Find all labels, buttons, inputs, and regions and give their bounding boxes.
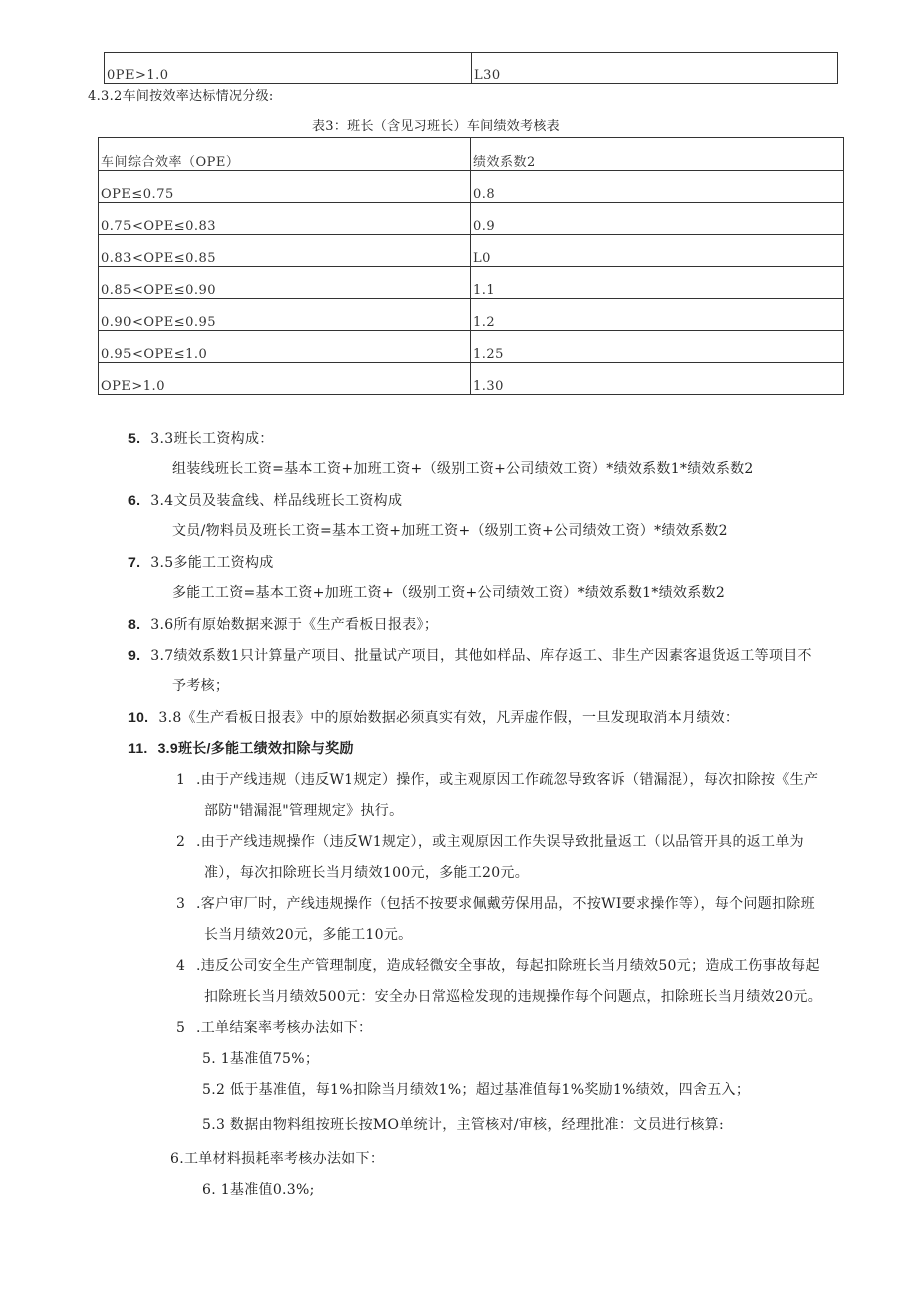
rule-item: 6.工单材料损耗率考核办法如下： [170,1151,385,1167]
header-ope: 车间综合效率（OPE） [99,138,471,171]
coef-cell: 1.30 [471,363,844,395]
table-row [99,203,844,235]
subrule: 5.2 低于基准值，每1%扣除当月绩效1%；超过基准值每1%奖励1%绩效，四舍五入； [202,1082,751,1098]
ope-cell: 0.95<OPE≤1.0 [99,331,471,363]
table-row [99,331,844,363]
table-row [99,235,844,267]
list-subline: 文员/物料员及班长工资=基本工资+加班工资+（级别工资+公司绩效工资）*绩效系数2 [172,523,728,539]
subrule: 5.3 数据由物料组按班长按MO单统计，主管核对/审核，经理批准：文员进行核算: [202,1117,724,1133]
rule-text: .由于产线违规（违反W1规定）操作，或主观原因工作疏忽导致客诉（错漏混），每次扣除按《生产 [196,772,819,788]
ope-cell: 0.85<OPE≤0.90 [99,267,471,299]
section-heading-432: 4.3.2车间按效率达标情况分级: [88,89,274,104]
rule-text: .客户审厂时，产线违规操作（包括不按要求佩戴劳保用品，不按WI要求操作等），每个问题扣除班 [196,896,815,912]
list-continuation: 予考核； [172,678,230,694]
list-text: 3.3班长工资构成： [150,431,274,447]
table-header-row [99,138,844,171]
list-item [128,614,438,635]
rule-item [176,956,820,976]
list-number: 6. [128,492,141,508]
rule-continuation: 长当月绩效20元，多能工10元。 [204,927,413,943]
list-text: 3.6所有原始数据来源于《生产看板日报表》； [150,617,439,633]
list-item [128,428,274,449]
table-row [99,267,844,299]
rule-number: 4 [176,958,186,974]
list-number: 9. [128,647,141,663]
list-item [128,707,739,728]
performance-table [98,137,844,395]
subrule: 6. 1基准值0.3%; [202,1182,315,1198]
coef-cell: 1.2 [471,299,844,331]
table-row [99,299,844,331]
top-table [104,52,838,84]
table-row [105,53,838,84]
table-row [99,171,844,203]
coef-cell: 0.9 [471,203,844,235]
rule-item [176,1018,372,1038]
rule-continuation: 部防"错漏混"管理规定》执行。 [204,803,404,819]
table-row [99,363,844,395]
rule-number: 2 [176,834,186,850]
rule-number: 3 [176,896,186,912]
ope-cell: 0.90<OPE≤0.95 [99,299,471,331]
list-subline: 多能工工资=基本工资+加班工资+（级别工资+公司绩效工资）*绩效系数1*绩效系数2 [172,585,726,601]
list-text: 3.5多能工工资构成 [150,555,274,571]
rule-item [176,832,804,852]
list-number: 5. [128,430,141,446]
list-number: 7. [128,554,141,570]
list-text: 3.8《生产看板日报表》中的原始数据必须真实有效，凡弄虚作假，一旦发现取消本月绩效： [158,710,740,726]
list-text: 3.4文员及装盒线、样品线班长工资构成 [150,493,403,509]
list-number: 10. [128,709,149,725]
rule-number: 1 [176,772,186,788]
rule-text: .工单结案率考核办法如下： [196,1020,373,1036]
coef-cell: L30 [472,53,838,84]
coef-cell: 1.1 [471,267,844,299]
list-number: 8. [128,616,141,632]
rule-item [176,894,815,914]
rule-text: .由于产线违规操作（违反W1规定），或主观原因工作失误导致批量返工（以品管开具的返工单为 [196,834,804,850]
ope-cell: 0.83<OPE≤0.85 [99,235,471,267]
list-item [128,552,274,573]
coef-cell: L0 [471,235,844,267]
coef-cell: 0.8 [471,171,844,203]
list-number: 11. [128,740,148,756]
ope-cell: OPE≤0.75 [99,171,471,203]
list-text: 3.9班长/多能工绩效扣除与奖励 [157,740,354,756]
ope-cell: 0.75<OPE≤0.83 [99,203,471,235]
rule-number: 5 [176,1020,186,1036]
rule-continuation: 扣除班长当月绩效500元：安全办日常巡检发现的违规操作每个问题点，扣除班长当月绩效20元。 [204,989,823,1005]
ope-cell: OPE>1.0 [99,363,471,395]
list-text: 3.7绩效系数1只计算量产项目、批量试产项目，其他如样品、库存返工、非生产因素客退货返工等项目不 [150,648,812,664]
list-item [128,738,354,759]
rule-continuation: 准），每次扣除班长当月绩效100元，多能工20元。 [204,865,530,881]
ope-cell: 0PE>1.0 [105,53,472,84]
list-subline: 组装线班长工资=基本工资+加班工资+（级别工资+公司绩效工资）*绩效系数1*绩效系数2 [172,461,754,477]
subrule: 5. 1基准值75%； [202,1051,320,1067]
table3-caption: 表3：班长（含见习班长）车间绩效考核表 [312,119,560,134]
rule-text: .违反公司安全生产管理制度，造成轻微安全事故，每起扣除班长当月绩效50元；造成工伤事故每起 [196,958,820,974]
header-coef: 绩效系数2 [471,138,844,171]
list-item [128,490,402,511]
rule-item [176,770,818,790]
coef-cell: 1.25 [471,331,844,363]
list-item [128,645,812,666]
